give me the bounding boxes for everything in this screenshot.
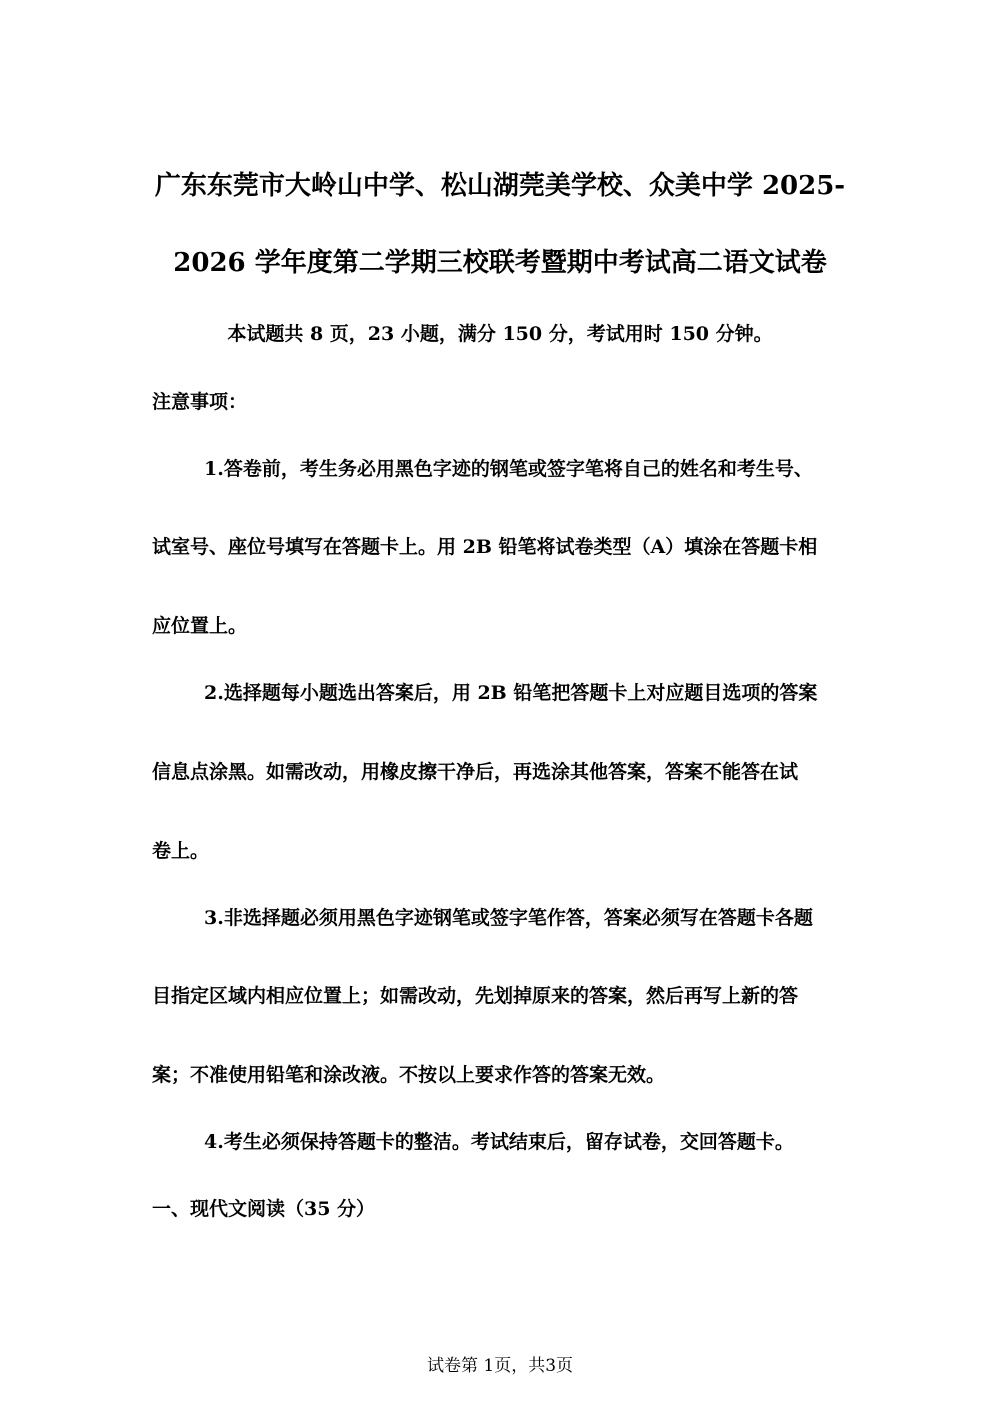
exam-title-line-1: 广东东莞市大岭山中学、松山湖莞美学校、众美中学 2025- [154, 171, 846, 201]
note-2-line-1: 2.选择题每小题选出答案后，用 2B 铅笔把答题卡上对应题目选项的答案 [204, 682, 818, 704]
note-1-line-1: 1.答卷前，考生务必用黑色字迹的钢笔或签字笔将自己的姓名和考生号、 [204, 458, 813, 480]
note-3-line-2: 目指定区域内相应位置上；如需改动，先划掉原来的答案，然后再写上新的答 [152, 985, 799, 1007]
note-3-line-3: 案；不准使用铅笔和涂改液。不按以上要求作答的答案无效。 [152, 1064, 666, 1086]
page-footer: 试卷第 1页，共3页 [426, 1356, 574, 1376]
section-heading: 一、现代文阅读（35 分） [152, 1198, 376, 1220]
note-1-line-3: 应位置上。 [152, 615, 248, 637]
note-2-line-3: 卷上。 [152, 840, 210, 862]
note-2-line-2: 信息点涂黑。如需改动，用橡皮擦干净后，再选涂其他答案，答案不能答在试 [152, 761, 799, 783]
note-3-line-1: 3.非选择题必须用黑色字迹钢笔或签字笔作答，答案必须写在答题卡各题 [204, 907, 813, 929]
exam-title-line-2: 2026 学年度第二学期三校联考暨期中考试高二语文试卷 [173, 248, 827, 278]
notice-heading: 注意事项： [152, 391, 248, 413]
exam-info: 本试题共 8 页，23 小题，满分 150 分，考试用时 150 分钟。 [227, 323, 773, 345]
note-1-line-2: 试室号、座位号填写在答题卡上。用 2B 铅笔将试卷类型（A）填涂在答题卡相 [152, 536, 818, 558]
note-4-line-1: 4.考生必须保持答题卡的整洁。考试结束后，留存试卷，交回答题卡。 [204, 1131, 794, 1153]
